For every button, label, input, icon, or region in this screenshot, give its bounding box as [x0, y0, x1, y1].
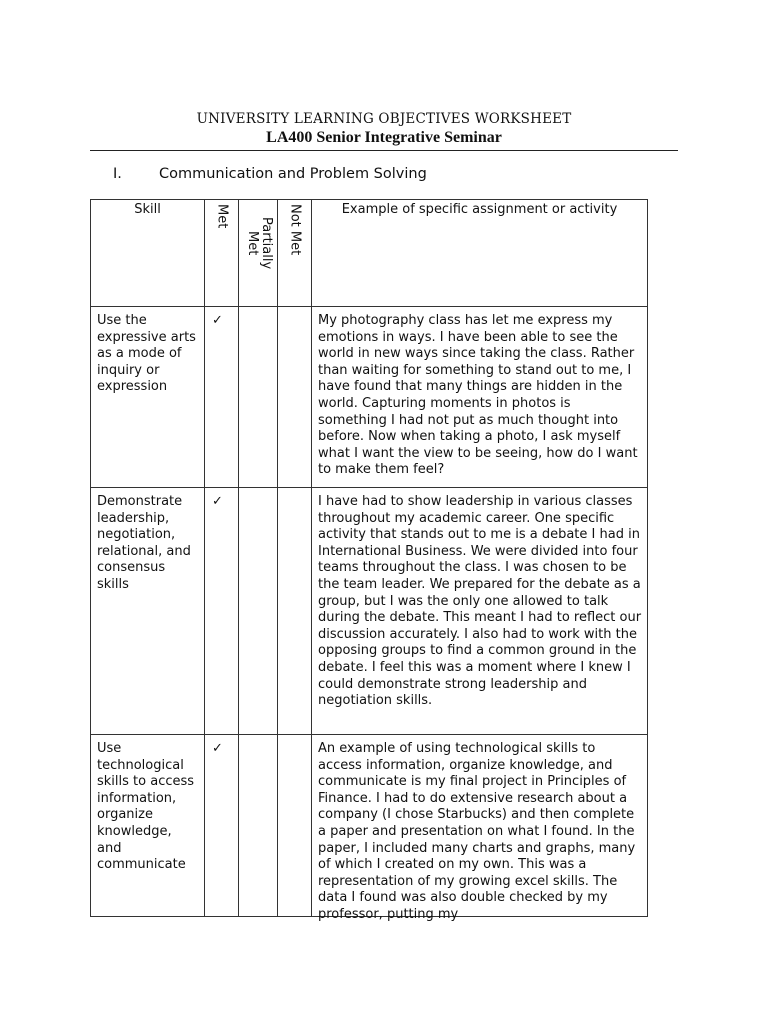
example-cell: I have had to show leadership in various classes throughout my academic career. One specific activity that stands out to me is a debate I had in International Business. We were divided into four teams throughout the class. I was chosen to be the team leader. We prepared for the debate as a group, but I was the only one allowed to talk during the debate. This meant I had to reflect our discussion accurately. I also had to work with the opposing groups to find a common ground in the debate. I feel this was a moment where I knew I could demonstrate strong leadership and negotiation skills. [312, 488, 648, 735]
met-checkmark: ✓ [205, 307, 239, 488]
section-number: I. [113, 166, 122, 182]
table-row [91, 307, 648, 488]
partially-met-cell [239, 307, 278, 488]
not-met-cell [278, 735, 312, 917]
met-checkmark: ✓ [205, 488, 239, 735]
header-example: Example of specific assignment or activity [312, 200, 648, 307]
header-partially-met-label: Partially Met [245, 216, 274, 270]
met-checkmark: ✓ [205, 735, 239, 917]
title-divider [90, 150, 678, 151]
header-skill: Skill [91, 200, 205, 307]
course-title: LA400 Senior Integrative Seminar [266, 129, 502, 146]
header-not-met-label: Not Met [287, 204, 303, 256]
partially-met-cell [239, 735, 278, 917]
worksheet-title: UNIVERSITY LEARNING OBJECTIVES WORKSHEET [196, 111, 572, 127]
objectives-table [90, 199, 648, 922]
table-row [91, 735, 648, 917]
header-partially-met [239, 200, 278, 307]
not-met-cell [278, 488, 312, 735]
example-cell: My photography class has let me express my emotions in ways. I have been able to see the world in new ways since taking the class. Rather than waiting for something to stand out to me, I have found that many things are hidden in the world. Capturing moments in photos is something I had not put as much thought into before. Now when taking a photo, I ask myself what I want the view to be seeing, how do I want to make them feel? [312, 307, 648, 488]
header-met-label: Met [214, 204, 230, 229]
partially-met-cell [239, 488, 278, 735]
table-row [91, 488, 648, 735]
skill-cell: Demonstrate leadership, negotiation, relational, and consensus skills [91, 488, 205, 735]
skill-cell: Use technological skills to access information, organize knowledge, and communicate [91, 735, 205, 917]
not-met-cell [278, 307, 312, 488]
section-title: Communication and Problem Solving [159, 166, 427, 182]
table-header-row [91, 200, 648, 307]
header-met [205, 200, 239, 307]
skill-cell: Use the expressive arts as a mode of inquiry or expression [91, 307, 205, 488]
header-not-met [278, 200, 312, 307]
example-cell [312, 735, 648, 922]
example-text: An example of using technological skills to access information, organize knowledge, and communicate is my final project in Principles of Finance. I had to do extensive research about a company (I chose Starbucks) and then complete a paper and presentation on what I found. In the paper, I included many charts and graphs, many of which I created on my own. This was a representation of my growing excel skills. The data I found was also double checked by my professor, putting my [318, 741, 636, 922]
